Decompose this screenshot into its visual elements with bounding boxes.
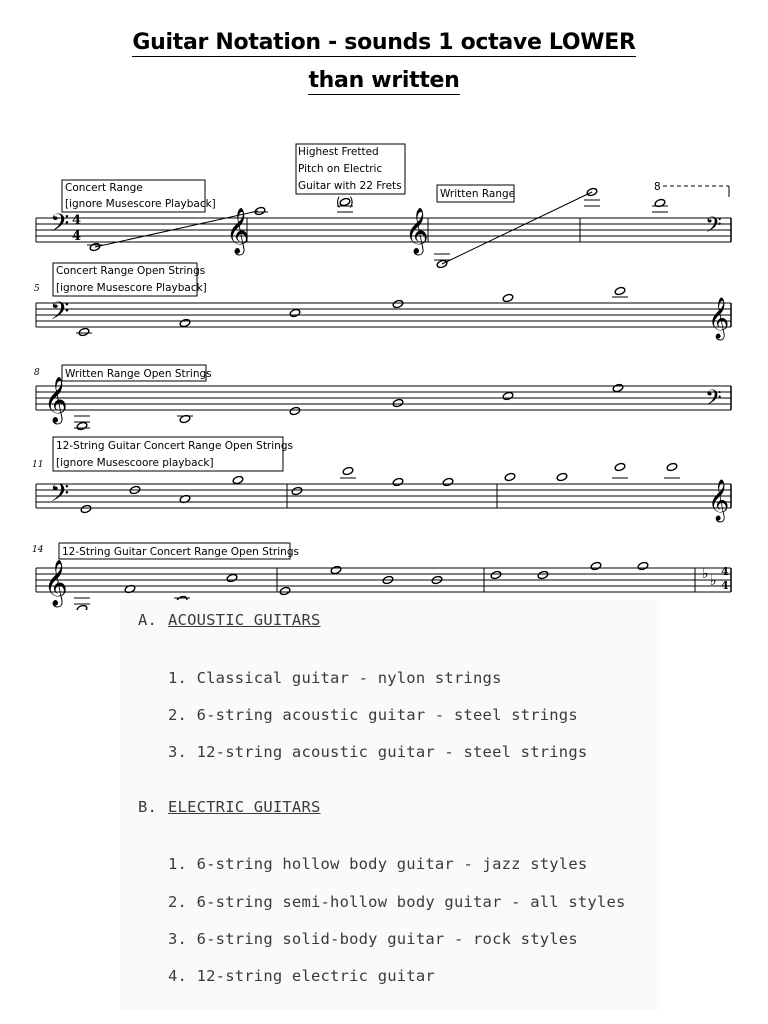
bass-clef-row1: 𝄢 <box>50 209 70 244</box>
bass-clef-row2: 𝄢 <box>50 297 70 332</box>
note-head <box>226 573 238 582</box>
concert-open-note: [ignore Musescore Playback] <box>56 282 207 294</box>
note-head <box>76 604 88 610</box>
key-signature-flat-1: ♭ <box>702 566 709 582</box>
note-head <box>556 472 568 481</box>
twelve-concert-label: 12-String Guitar Concert Range Open Strings <box>56 440 293 452</box>
note-head <box>442 477 454 486</box>
time-sig-end-bottom: 4 <box>721 579 729 592</box>
time-sig-top: 4 <box>72 213 82 228</box>
highest-fretted-line1: Highest Fretted <box>298 146 379 158</box>
twelve-concert-note: [ignore Musescoore playback] <box>56 457 214 469</box>
note-head <box>330 565 342 574</box>
note-head <box>502 391 514 400</box>
note-head <box>289 308 301 317</box>
treble-clef-row1b: 𝄞 <box>405 208 429 254</box>
electric-item-2: 2. 6-string semi-hollow body guitar - all styles <box>168 893 626 911</box>
note-head <box>490 570 502 579</box>
acoustic-item-1: 1. Classical guitar - nylon strings <box>168 669 502 687</box>
treble-clef-row2-end: 𝄞 <box>708 298 730 339</box>
paren-open: ( <box>336 195 341 209</box>
note-head <box>637 561 649 570</box>
bass-clef-row3-end: 𝄢 <box>705 386 722 416</box>
highest-fretted-line3: Guitar with 22 Frets <box>298 180 402 192</box>
concert-open-label: Concert Range Open Strings <box>56 265 206 277</box>
note-head <box>537 570 549 579</box>
section-b-letter: B. <box>138 798 158 816</box>
time-sig-bottom: 4 <box>72 229 82 244</box>
key-signature-flat-2: ♭ <box>710 573 717 589</box>
treble-clef-row1a: 𝄞 <box>226 208 250 254</box>
written-open-label: Written Range Open Strings <box>65 368 212 380</box>
acoustic-item-2: 2. 6-string acoustic guitar - steel strings <box>168 706 578 724</box>
concert-range-label: Concert Range <box>65 182 143 194</box>
note-head <box>614 462 626 471</box>
section-a-letter: A. <box>138 611 158 629</box>
electric-item-4: 4. 12-string electric guitar <box>168 967 435 985</box>
note-head <box>279 586 291 595</box>
ottava-label: 8 <box>654 181 661 193</box>
measure-number-11: 11 <box>32 460 44 470</box>
bass-clef-row1-end: 𝄢 <box>705 213 722 243</box>
note-head <box>590 561 602 570</box>
measure-number-5: 5 <box>34 284 40 294</box>
note-head <box>179 318 191 327</box>
title-line-1: Guitar Notation - sounds 1 octave LOWER <box>132 30 636 55</box>
note-head <box>289 406 301 415</box>
note-head <box>612 383 624 392</box>
treble-clef-row5: 𝄞 <box>44 560 68 606</box>
concert-range-note: [ignore Musescore Playback] <box>65 198 216 210</box>
note-head <box>291 486 303 495</box>
twelve-written-label: 12-String Guitar Concert Range Open Strings <box>62 546 299 558</box>
note-head <box>392 477 404 486</box>
note-head <box>502 293 514 302</box>
note-head <box>666 462 678 471</box>
highest-fretted-line2: Pitch on Electric <box>298 163 383 175</box>
bass-clef-row4: 𝄢 <box>50 479 70 514</box>
electric-item-3: 3. 6-string solid-body guitar - rock styles <box>168 930 578 948</box>
note-head <box>392 398 404 407</box>
section-b-heading: ELECTRIC GUITARS <box>168 798 321 816</box>
measure-number-8: 8 <box>34 368 40 378</box>
note-head <box>80 504 92 513</box>
paren-close: ) <box>349 195 354 209</box>
acoustic-item-3: 3. 12-string acoustic guitar - steel strings <box>168 743 588 761</box>
note-head <box>392 299 404 308</box>
note-head <box>614 286 626 295</box>
treble-clef-row4-end: 𝄞 <box>708 480 730 521</box>
note-head <box>504 472 516 481</box>
treble-clef-row3: 𝄞 <box>44 377 68 423</box>
gliss-line-written <box>442 192 592 264</box>
note-head <box>78 327 90 336</box>
time-sig-end-top: 4 <box>721 565 729 578</box>
written-range-label: Written Range <box>440 188 516 200</box>
note-head <box>76 421 88 430</box>
note-head <box>232 475 244 484</box>
electric-item-1: 1. 6-string hollow body guitar - jazz styles <box>168 855 588 873</box>
section-a-heading: ACOUSTIC GUITARS <box>168 611 321 629</box>
measure-number-14: 14 <box>32 545 44 555</box>
note-head <box>342 466 354 475</box>
title-line-2: than written <box>308 68 460 93</box>
